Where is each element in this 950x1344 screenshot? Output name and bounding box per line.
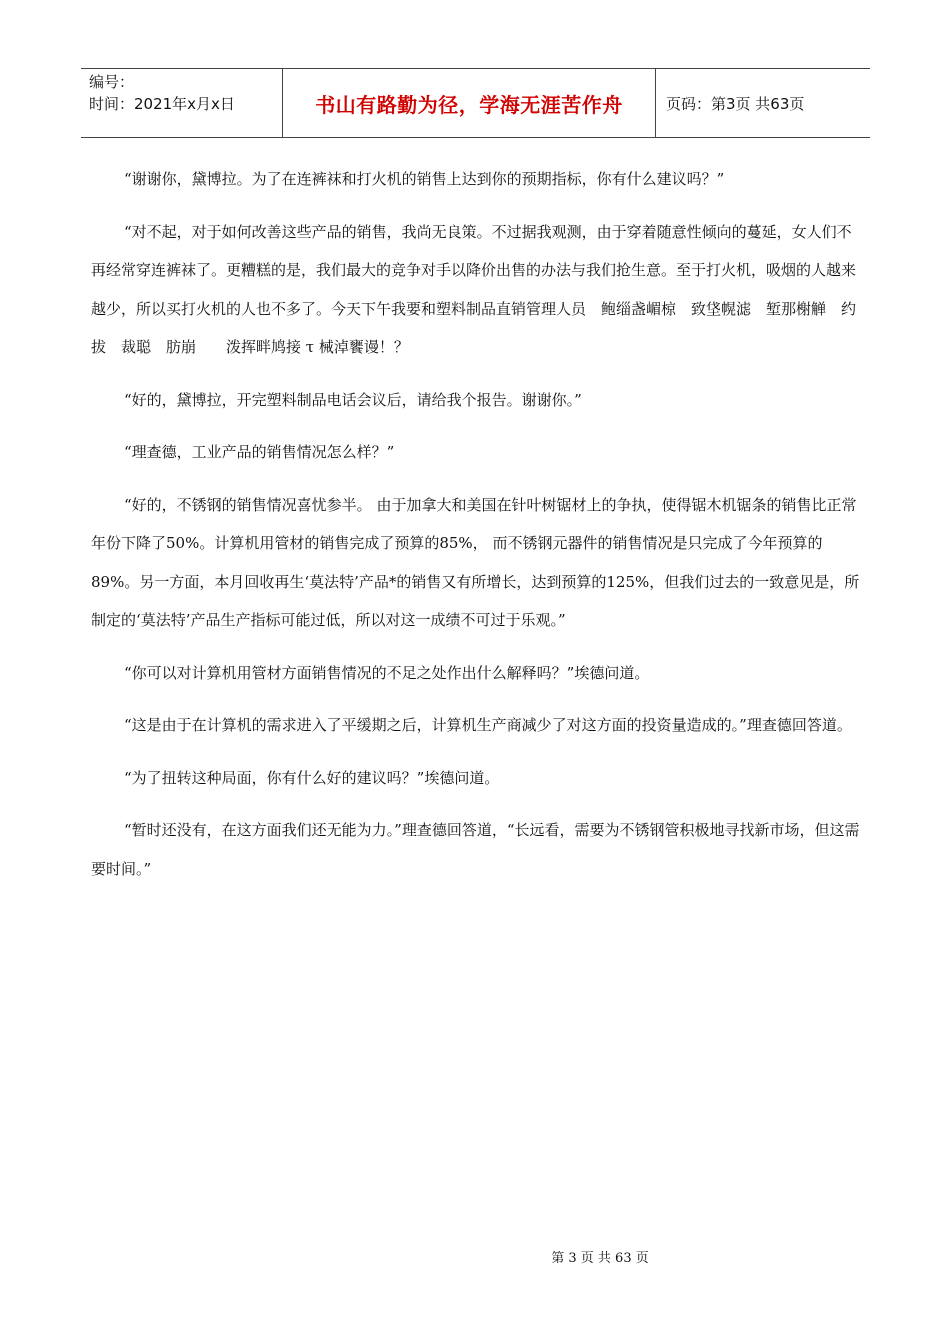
paragraph: “你可以对计算机用管材方面销售情况的不足之处作出什么解释吗？”埃德问道。 [124,663,650,682]
paragraph: “好的，不锈钢的销售情况喜忧参半。 由于加拿大和美国在针叶树锯材上的争执，使得锯木机锯条的销售比正常年份下降了50%。计算机用管材的销售完成了预算的85%， 而不锈钢元器件的销售情况是只完成了今年预算的89%。另一方面，本月回收再生‘莫法特’产品*的销售又有所增长，达到预算的125%，但我们过去的一致意见是，所制定的‘莫法特’产品生产指标可能过低，所以对这一成绩不可过于乐观。” [91,495,860,629]
paragraph: “好的，黛博拉，开完塑料制品电话会议后，请给我个报告。谢谢你。” [124,390,582,409]
paragraph: “理查德，工业产品的销售情况怎么样？” [124,443,395,461]
page-footer [0,1247,950,1266]
number-label: 编号： [89,73,135,91]
header-info [81,69,283,137]
page-number-label: 页码：第3页 共63页 [666,94,805,113]
paragraph: “暂时还没有，在这方面我们还无能为力。”理查德回答道，“长远看，需要为不锈钢管积极地寻找新市场，但这需要时间。” [91,821,860,878]
paragraph: “对不起，对于如何改善这些产品的销售，我尚无良策。不过据我观测，由于穿着随意性倾向的蔓延，女人们不再经常穿连裤袜了。更糟糕的是，我们最大的竞争对手以降价出售的办法与我们抢生意。至于打火机，吸烟的人越来越少，所以买打火机的人也不多了。今天下午我要和塑料制品直销管理人员 鲍缁盏嵋椋 致垡幌滤 堑那榭觯 约拔 裁聪 肪崩 泼挥畔鸠接 τ 械淖饔谩！？ [91,222,857,356]
paragraph: “谢谢你，黛博拉。为了在连裤袜和打火机的销售上达到你的预期指标，你有什么建议吗？” [124,170,725,188]
page-header [81,68,870,138]
footer-page-number: 第 3 页 共 63 页 [551,1251,649,1266]
paragraph: “这是由于在计算机的需求进入了平缓期之后，计算机生产商减少了对这方面的投资量造成的。”理查德回答道。 [124,716,852,734]
document-body [91,160,861,902]
paragraph: “为了扭转这种局面，你有什么好的建议吗？”埃德问道。 [124,768,500,787]
time-label: 时间：2021年x月x日 [89,95,235,113]
motto-title: 书山有路勤为径，学海无涯苦作舟 [283,69,656,137]
